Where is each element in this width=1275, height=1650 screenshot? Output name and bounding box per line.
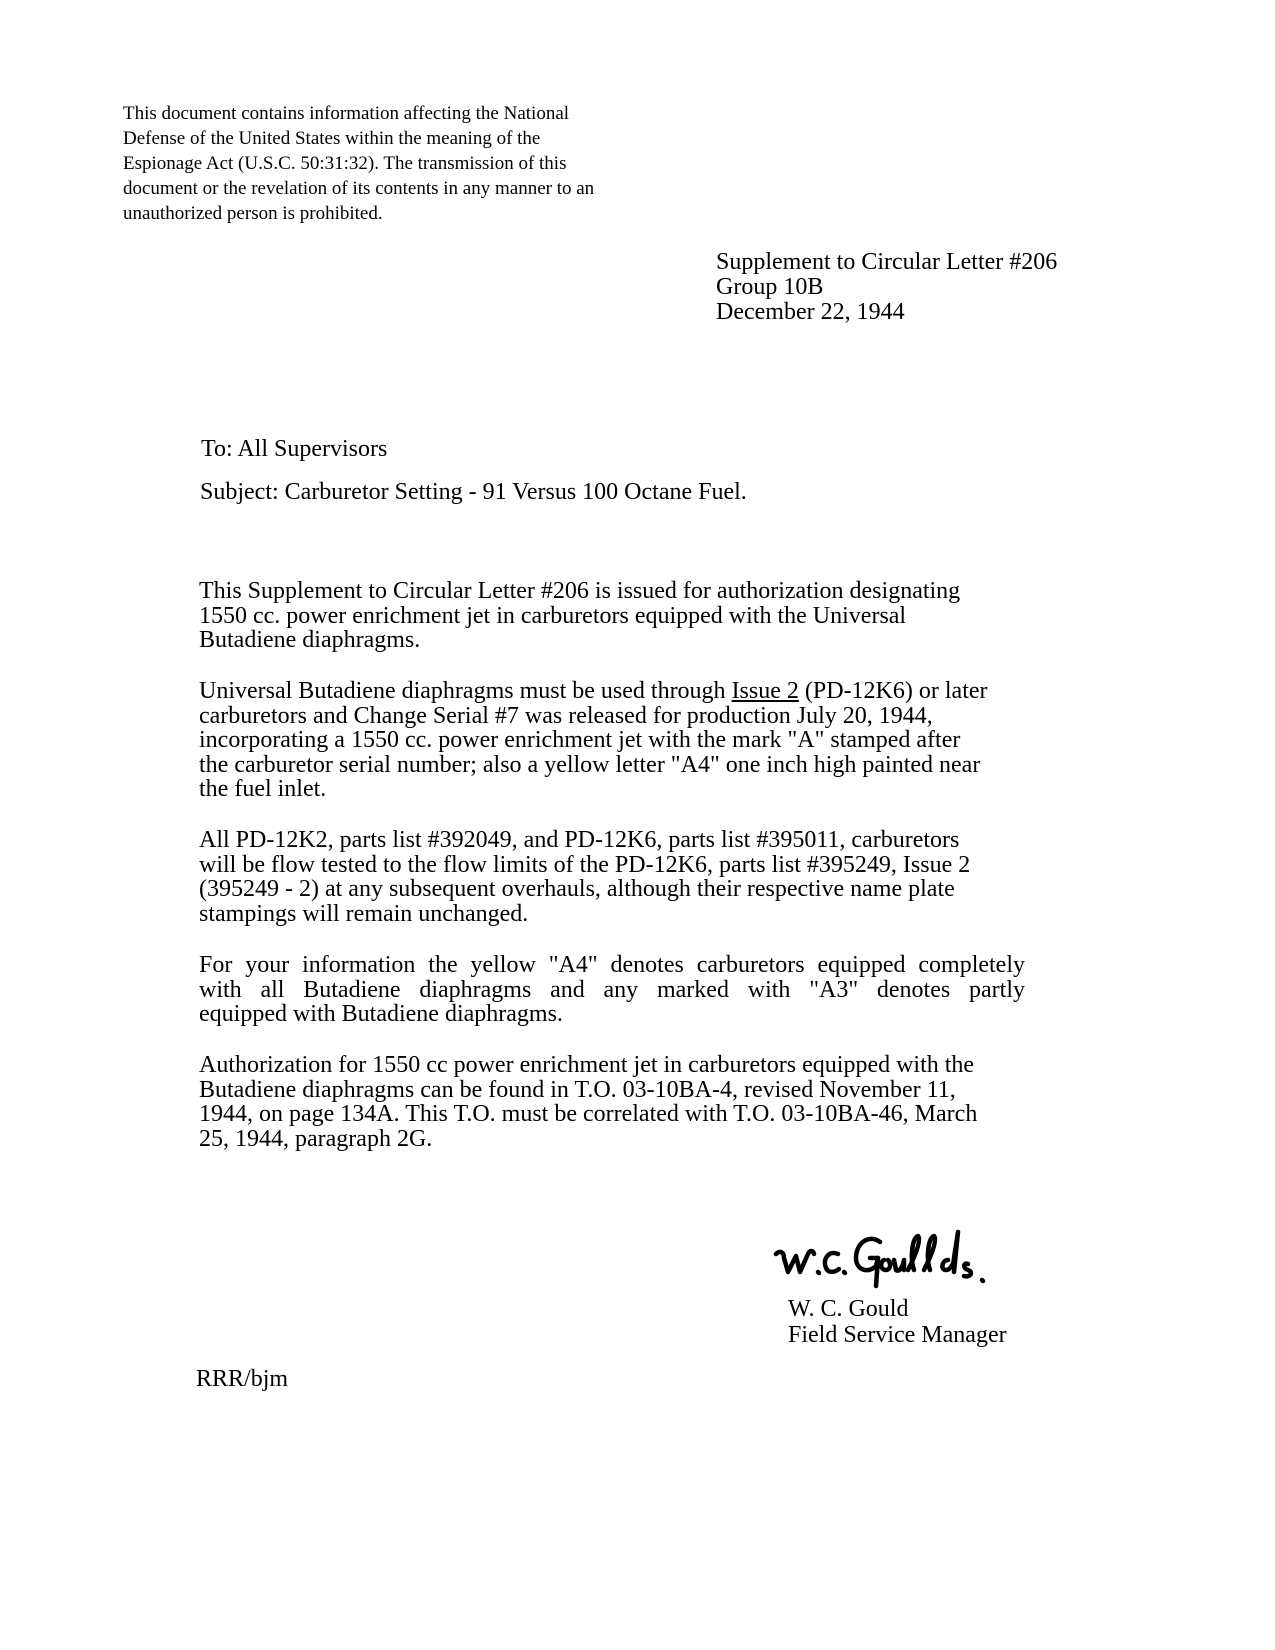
paragraph-line: Butadiene diaphragms can be found in T.O. 03-10BA-4, revised November 11, xyxy=(199,1076,956,1103)
signer-name: W. C. Gould xyxy=(788,1296,909,1322)
subject-line: Subject: Carburetor Setting - 91 Versus 100 Octane Fuel. xyxy=(200,479,747,505)
paragraph-line: For your information the yellow "A4" denotes carburetors equipped completely xyxy=(199,952,1025,978)
notice-line: Espionage Act (U.S.C. 50:31:32). The transmission of this xyxy=(123,153,567,174)
body-paragraph-1 xyxy=(199,579,960,653)
letter-header xyxy=(716,250,1057,325)
signer-title: Field Service Manager xyxy=(788,1322,1007,1348)
body-paragraph-2 xyxy=(199,679,988,802)
body-paragraph-5 xyxy=(199,1053,977,1151)
paragraph-line: equipped with Butadiene diaphragms. xyxy=(199,1001,563,1027)
paragraph-line: the fuel inlet. xyxy=(199,776,327,802)
body-paragraph-3 xyxy=(199,828,970,926)
handwritten-signature xyxy=(772,1228,1000,1294)
paragraph-line: (395249 - 2) at any subsequent overhauls, although their respective name plate xyxy=(199,876,955,902)
paragraph-line: carburetors and Change Serial #7 was released for production July 20, 1944, xyxy=(199,702,933,729)
paragraph-line: incorporating a 1550 cc. power enrichment jet with the mark "A" stamped after xyxy=(199,727,961,753)
body-paragraph-4 xyxy=(199,953,1025,1027)
notice-line: This document contains information affecting the National xyxy=(123,103,570,124)
recipient-line: To: All Supervisors xyxy=(201,436,388,462)
paragraph-line: will be flow tested to the flow limits of the PD-12K6, parts list #395249, Issue 2 xyxy=(199,851,971,878)
paragraph-line xyxy=(199,679,988,704)
paragraph-line: 1944, on page 134A. This T.O. must be correlated with T.O. 03-10BA-46, March xyxy=(199,1101,978,1127)
paragraph-line: 25, 1944, paragraph 2G. xyxy=(199,1125,433,1152)
notice-line: Defense of the United States within the meaning of the xyxy=(123,128,541,149)
paragraph-line: stampings will remain unchanged. xyxy=(199,900,529,927)
paragraph-text: Universal Butadiene diaphragms must be used through xyxy=(199,678,732,704)
letter-date: December 22, 1944 xyxy=(716,299,905,325)
security-notice xyxy=(123,101,653,226)
notice-line: document or the revelation of its contents in any manner to an xyxy=(123,178,595,199)
paragraph-line: This Supplement to Circular Letter #206 is issued for authorization designating xyxy=(199,578,961,604)
paragraph-text: (PD-12K6) or later xyxy=(798,678,988,704)
issue-underlined: Issue 2 xyxy=(731,678,799,704)
paragraph-line: Authorization for 1550 cc power enrichment jet in carburetors equipped with the xyxy=(199,1052,975,1078)
paragraph-line: with all Butadiene diaphragms and any marked with "A3" denotes partly xyxy=(199,976,1025,1003)
paragraph-line: the carburetor serial number; also a yellow letter "A4" one inch high painted near xyxy=(199,751,981,778)
paragraph-line: All PD-12K2, parts list #392049, and PD-12K6, parts list #395011, carburetors xyxy=(199,827,960,853)
paragraph-line: Butadiene diaphragms. xyxy=(199,627,421,653)
letter-group: Group 10B xyxy=(716,274,824,300)
reference-initials: RRR/bjm xyxy=(196,1366,289,1392)
letter-title: Supplement to Circular Letter #206 xyxy=(716,249,1058,275)
paragraph-line: 1550 cc. power enrichment jet in carburetors equipped with the Universal xyxy=(199,602,907,629)
notice-line: unauthorized person is prohibited. xyxy=(123,203,383,224)
